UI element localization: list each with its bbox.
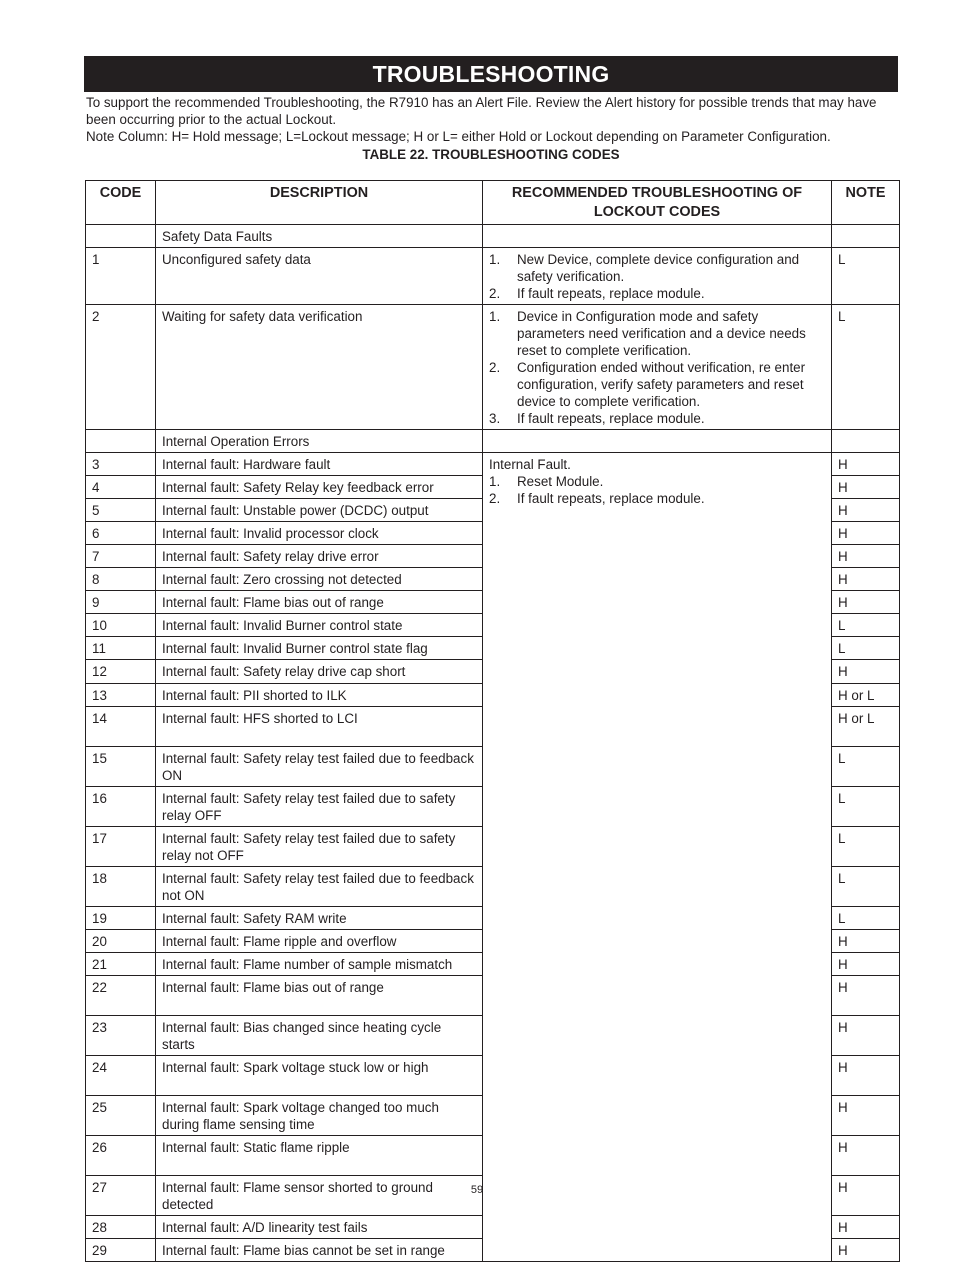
code-cell: 1 (86, 248, 156, 305)
step-text: Configuration ended without verification, re enter configuration, verify safety parameters and reset device to complete verification. (517, 360, 806, 409)
code-cell: 13 (86, 683, 156, 706)
intro-alert-file-paragraph: To support the recommended Troubleshooting, the R7910 has an Alert File. Review the Alert history for possible trends that may have been occurring prior to the actual Lockout. (86, 95, 877, 127)
description-cell: Internal fault: Safety relay drive error (156, 545, 483, 568)
step-number: 2. (489, 286, 501, 301)
note-cell: L (832, 786, 900, 826)
step-number: 1. (489, 309, 501, 324)
internal-fault-recommendation (483, 453, 832, 1262)
section-row-internal-operation-errors (86, 430, 900, 453)
description-cell: Internal fault: Invalid Burner control state flag (156, 637, 483, 660)
description-cell: Internal fault: Safety RAM write (156, 906, 483, 929)
description-cell: Internal fault: Spark voltage stuck low or high (156, 1055, 483, 1095)
description-cell: Internal fault: HFS shorted to LCI (156, 706, 483, 746)
description-cell: Internal fault: Static flame ripple (156, 1135, 483, 1175)
description-cell: Internal fault: Invalid Burner control state (156, 614, 483, 637)
description-cell: Internal fault: Flame bias out of range (156, 975, 483, 1015)
note-cell: L (832, 248, 900, 305)
note-cell: L (832, 906, 900, 929)
description-cell: Internal fault: Invalid processor clock (156, 522, 483, 545)
step-number: 3. (489, 411, 501, 426)
note-cell: H (832, 1015, 900, 1055)
step-text: If fault repeats, replace module. (517, 286, 705, 301)
description-cell: Internal fault: PII shorted to ILK (156, 683, 483, 706)
note-cell: H or L (832, 706, 900, 746)
step-text: New Device, complete device configuration and safety verification. (517, 252, 800, 284)
description-cell: Waiting for safety data verification (156, 305, 483, 430)
internal-fault-title: Internal Fault. (489, 457, 571, 472)
note-cell: L (832, 614, 900, 637)
table-row (86, 453, 900, 476)
table-row (86, 248, 900, 305)
description-cell: Internal fault: Flame ripple and overflow (156, 929, 483, 952)
page-title: TROUBLESHOOTING (84, 56, 898, 92)
section-note-cell (832, 430, 900, 453)
code-cell: 19 (86, 906, 156, 929)
code-cell: 22 (86, 975, 156, 1015)
section-title: Safety Data Faults (156, 225, 483, 248)
troubleshooting-step (489, 251, 825, 285)
description-cell: Internal fault: Flame bias cannot be set in range (156, 1238, 483, 1261)
code-cell: 17 (86, 826, 156, 866)
header-description: DESCRIPTION (156, 181, 483, 225)
step-text: Device in Configuration mode and safety parameters need verification and a device needs reset to complete verification. (517, 309, 806, 358)
troubleshooting-step (489, 285, 825, 302)
section-note-cell (832, 225, 900, 248)
section-row-safety-data-faults (86, 225, 900, 248)
table-body (86, 225, 900, 1262)
note-cell: H (832, 499, 900, 522)
note-cell: H (832, 522, 900, 545)
description-cell: Internal fault: Bias changed since heating cycle starts (156, 1015, 483, 1055)
section-recommended-cell (483, 225, 832, 248)
description-cell: Internal fault: Spark voltage changed too much during flame sensing time (156, 1095, 483, 1135)
header-recommended: RECOMMENDED TROUBLESHOOTING OF LOCKOUT CODES (483, 181, 832, 225)
troubleshooting-step (489, 473, 825, 490)
header-code: CODE (86, 181, 156, 225)
description-cell: Internal fault: Zero crossing not detected (156, 568, 483, 591)
code-cell: 21 (86, 952, 156, 975)
step-number: 2. (489, 360, 501, 375)
troubleshooting-step (489, 410, 825, 427)
troubleshooting-codes-table (85, 180, 900, 1262)
code-cell: 28 (86, 1215, 156, 1238)
code-cell: 24 (86, 1055, 156, 1095)
code-cell: 14 (86, 706, 156, 746)
note-cell: H (832, 476, 900, 499)
code-cell: 10 (86, 614, 156, 637)
code-cell: 3 (86, 453, 156, 476)
description-cell: Internal fault: Safety relay test failed due to feedback ON (156, 746, 483, 786)
note-cell: L (832, 746, 900, 786)
section-code-cell (86, 430, 156, 453)
code-cell: 2 (86, 305, 156, 430)
step-text: If fault repeats, replace module. (517, 411, 705, 426)
description-cell: Internal fault: Safety relay test failed due to safety relay OFF (156, 786, 483, 826)
note-cell: H (832, 1135, 900, 1175)
note-cell: L (832, 637, 900, 660)
code-cell: 20 (86, 929, 156, 952)
step-text: If fault repeats, replace module. (517, 491, 705, 506)
code-cell: 25 (86, 1095, 156, 1135)
description-cell: Internal fault: Safety Relay key feedback error (156, 476, 483, 499)
step-text: Reset Module. (517, 474, 604, 489)
note-cell: H (832, 660, 900, 684)
step-number: 1. (489, 474, 501, 489)
description-cell: Internal fault: Flame sensor shorted to ground detected (156, 1175, 483, 1215)
troubleshooting-steps (489, 251, 825, 302)
note-cell: H (832, 545, 900, 568)
section-recommended-cell (483, 430, 832, 453)
note-cell: H (832, 1238, 900, 1261)
troubleshooting-step (489, 490, 825, 507)
troubleshooting-steps (489, 308, 825, 427)
note-cell: H (832, 1055, 900, 1095)
note-cell: H (832, 929, 900, 952)
note-cell: L (832, 866, 900, 906)
note-cell: H (832, 591, 900, 614)
code-cell: 23 (86, 1015, 156, 1055)
description-cell: Internal fault: A/D linearity test fails (156, 1215, 483, 1238)
note-cell: H or L (832, 683, 900, 706)
code-cell: 4 (86, 476, 156, 499)
code-cell: 5 (86, 499, 156, 522)
description-cell: Internal fault: Safety relay test failed due to safety relay not OFF (156, 826, 483, 866)
recommended-cell (483, 305, 832, 430)
code-cell: 27 (86, 1175, 156, 1215)
description-cell: Internal fault: Safety relay test failed due to feedback not ON (156, 866, 483, 906)
troubleshooting-steps (489, 473, 825, 507)
note-cell: H (832, 1215, 900, 1238)
description-cell: Internal fault: Safety relay drive cap short (156, 660, 483, 684)
code-cell: 15 (86, 746, 156, 786)
troubleshooting-step (489, 308, 825, 359)
table-caption: TABLE 22. TROUBLESHOOTING CODES (362, 147, 620, 162)
note-cell: H (832, 568, 900, 591)
description-cell: Internal fault: Hardware fault (156, 453, 483, 476)
note-cell: L (832, 305, 900, 430)
step-number: 2. (489, 491, 501, 506)
section-title: Internal Operation Errors (156, 430, 483, 453)
note-cell: H (832, 975, 900, 1015)
note-cell: H (832, 952, 900, 975)
troubleshooting-step (489, 359, 825, 410)
code-cell: 12 (86, 660, 156, 684)
code-cell: 7 (86, 545, 156, 568)
code-cell: 8 (86, 568, 156, 591)
code-cell: 6 (86, 522, 156, 545)
note-cell: L (832, 826, 900, 866)
code-cell: 26 (86, 1135, 156, 1175)
step-number: 1. (489, 252, 501, 267)
intro-text (86, 94, 902, 145)
note-cell: H (832, 1175, 900, 1215)
table-header-row (86, 181, 900, 225)
header-note: NOTE (832, 181, 900, 225)
intro-note-column-paragraph: Note Column: H= Hold message; L=Lockout message; H or L= either Hold or Lockout depending on Parameter Configuration. (86, 129, 831, 144)
code-cell: 29 (86, 1238, 156, 1261)
note-cell: H (832, 453, 900, 476)
description-cell: Internal fault: Flame number of sample mismatch (156, 952, 483, 975)
table-row (86, 305, 900, 430)
description-cell: Unconfigured safety data (156, 248, 483, 305)
note-cell: H (832, 1095, 900, 1135)
code-cell: 18 (86, 866, 156, 906)
recommended-cell (483, 248, 832, 305)
code-cell: 16 (86, 786, 156, 826)
code-cell: 11 (86, 637, 156, 660)
page-number: 59 (470, 1184, 484, 1196)
code-cell: 9 (86, 591, 156, 614)
section-code-cell (86, 225, 156, 248)
description-cell: Internal fault: Flame bias out of range (156, 591, 483, 614)
description-cell: Internal fault: Unstable power (DCDC) output (156, 499, 483, 522)
